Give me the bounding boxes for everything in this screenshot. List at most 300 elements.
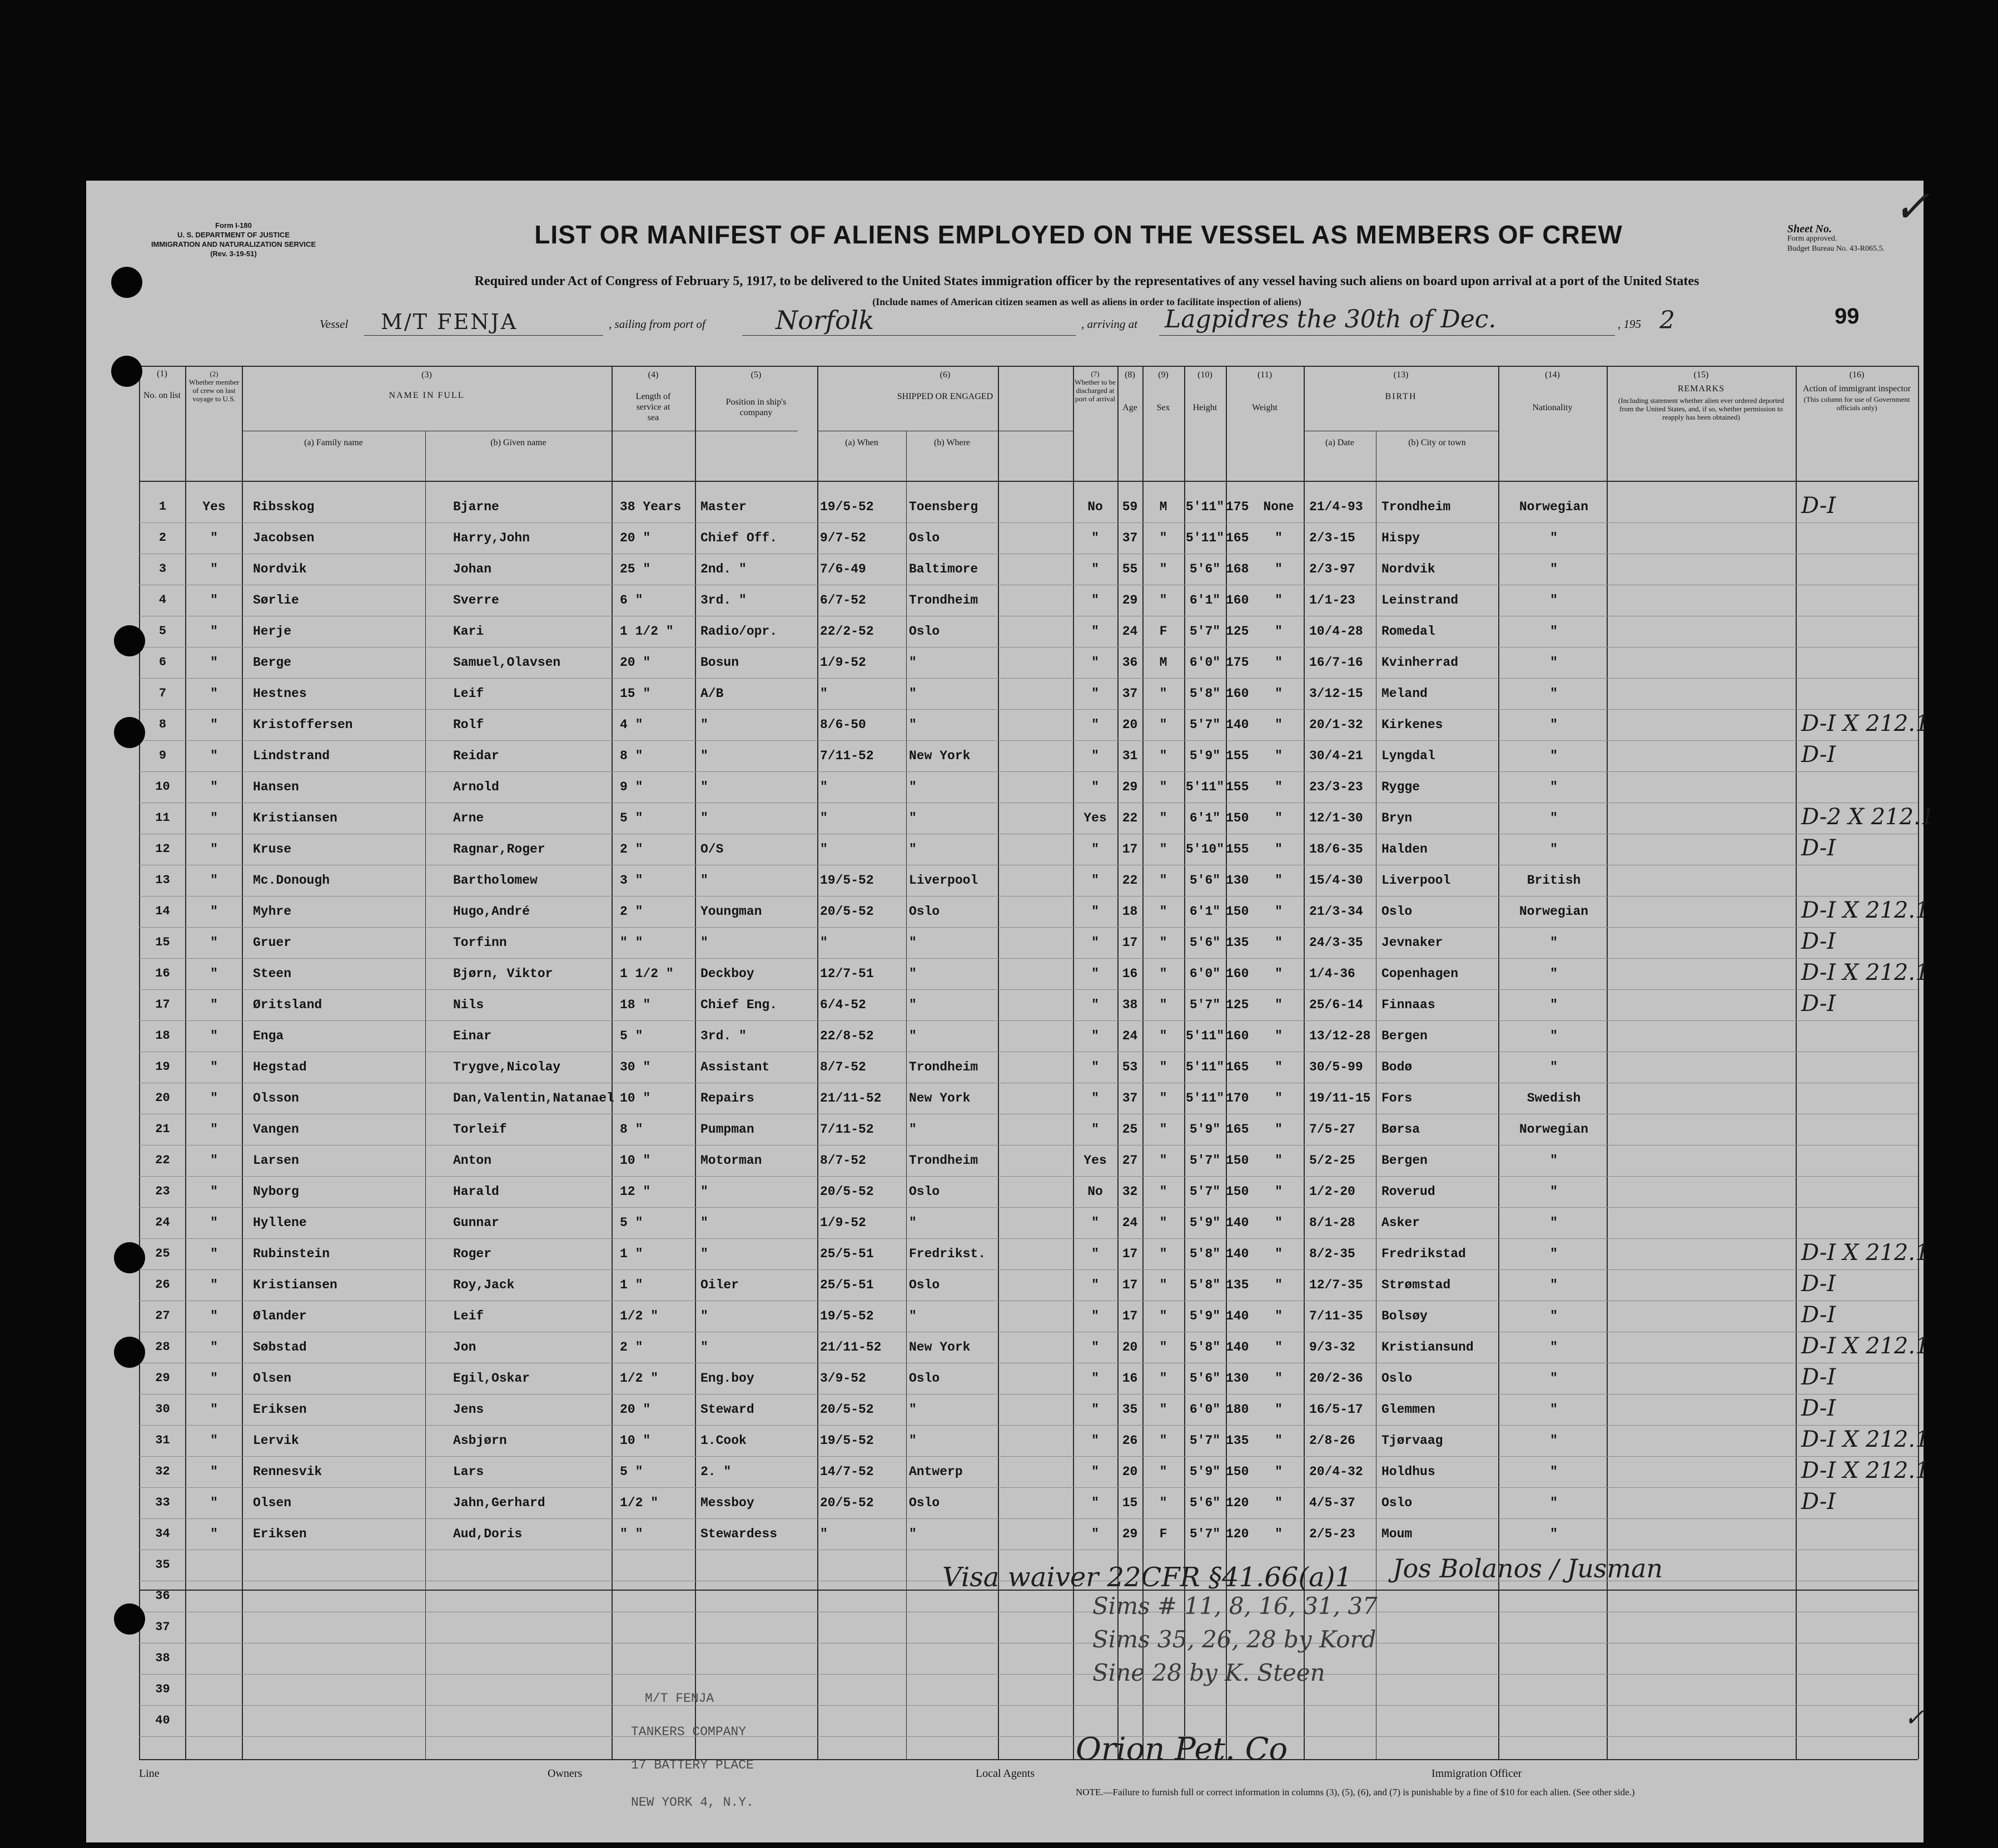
cell-given: Torleif (453, 1122, 507, 1137)
cell-height: 6'0" (1189, 1402, 1221, 1417)
cell-position: " (700, 811, 708, 825)
cell-when: 3/9-52 (820, 1371, 866, 1386)
cell-when: 20/5-52 (820, 904, 874, 919)
cell-height: 5'6" (1189, 562, 1221, 576)
cell-last: " (210, 624, 218, 639)
cell-sex: " (1159, 562, 1167, 576)
table-row (86, 1394, 1924, 1426)
cell-family: Olsson (253, 1091, 299, 1105)
cell-given: Ragnar,Roger (453, 842, 545, 856)
table-row (86, 616, 1924, 647)
cell-given: Hugo,André (453, 904, 530, 919)
cell-marks: " (1275, 1527, 1283, 1541)
header-col-1: (1) No. on list (143, 369, 181, 400)
cell-when: " (820, 935, 828, 950)
cell-height: 6'1" (1189, 811, 1221, 825)
cell-height: 5'6" (1189, 935, 1221, 950)
punch-hole (111, 267, 142, 298)
cell-sex: " (1159, 1278, 1167, 1292)
cell-disch: " (1091, 1029, 1099, 1043)
cell-disch: " (1091, 655, 1099, 670)
table-row (86, 1426, 1930, 1457)
cell-service: 1 1/2 " (620, 624, 674, 639)
cell-when: 1/9-52 (820, 1216, 866, 1230)
cell-given: Gunnar (453, 1216, 499, 1230)
sheet-number: 99 (1835, 304, 1860, 328)
cell-nat: Swedish (1527, 1091, 1581, 1105)
cell-marks: " (1275, 593, 1283, 607)
cell-marks: " (1275, 718, 1283, 732)
cell-service: " " (620, 935, 643, 950)
cell-position: Messboy (700, 1496, 754, 1510)
header-col-13: (13) BIRTH (1385, 370, 1417, 401)
cell-nat: " (1550, 686, 1558, 701)
cell-marks: None (1263, 500, 1294, 514)
cell-weight: 150 (1226, 904, 1249, 919)
cell-where: Toensberg (909, 500, 978, 514)
cell-age: 20 (1122, 718, 1138, 732)
cell-disch: Yes (1084, 811, 1107, 825)
cell-weight: 170 (1226, 1091, 1249, 1105)
row-number: 1 (158, 500, 167, 514)
cell-action: D-I X 212.1 (1801, 1240, 1930, 1266)
cell-height: 5'9" (1189, 1122, 1221, 1137)
cell-city: Halden (1381, 842, 1428, 856)
cell-height: 5'7" (1189, 998, 1221, 1012)
cell-family: Hegstad (253, 1060, 307, 1074)
cell-sex: " (1159, 1060, 1167, 1074)
cell-sex: F (1159, 624, 1167, 639)
cell-family: Gruer (253, 935, 292, 950)
cell-position: Pumpman (700, 1122, 754, 1137)
cell-marks: " (1275, 562, 1283, 576)
cell-service: 2 " (620, 1340, 643, 1354)
cell-where: " (909, 1122, 917, 1137)
cell-given: Leif (453, 686, 484, 701)
owner-stamp-line: 17 BATTERY PLACE (631, 1758, 754, 1772)
cell-nat: British (1527, 873, 1581, 888)
cell-bdate: 20/4-32 (1309, 1465, 1363, 1479)
cell-nat: " (1550, 1371, 1558, 1386)
header-col-6a: (a) When (845, 438, 878, 447)
cell-height: 5'8" (1189, 1247, 1221, 1261)
punch-hole (114, 625, 145, 656)
cell-disch: " (1091, 749, 1099, 763)
cell-marks: " (1275, 531, 1283, 545)
cell-age: 55 (1122, 562, 1138, 576)
table-row-empty (86, 1675, 1924, 1706)
punch-hole (114, 1337, 145, 1368)
local-agent-signature: Orion Pet. Co (1076, 1731, 1288, 1767)
table-row (86, 834, 1924, 865)
cell-sex: " (1159, 967, 1167, 981)
cell-height: 5'7" (1189, 718, 1221, 732)
cell-marks: " (1275, 998, 1283, 1012)
cell-bdate: 1/2-20 (1309, 1184, 1355, 1199)
row-number: 9 (158, 749, 167, 763)
cell-sex: " (1159, 1122, 1167, 1137)
cell-action: D-I (1801, 493, 1836, 519)
cell-nat: " (1550, 1340, 1558, 1354)
cell-age: 22 (1122, 811, 1138, 825)
cell-family: Steen (253, 967, 292, 981)
cell-last: " (210, 1247, 218, 1261)
cell-city: Rygge (1381, 780, 1420, 794)
cell-bdate: 10/4-28 (1309, 624, 1363, 639)
cell-last: " (210, 811, 218, 825)
cell-when: 8/6-50 (820, 718, 866, 732)
cell-weight: 140 (1226, 1216, 1249, 1230)
cell-given: Kari (453, 624, 484, 639)
cell-age: 29 (1122, 780, 1138, 794)
cell-where: " (909, 655, 917, 670)
cell-age: 22 (1122, 873, 1138, 888)
footer-owners-label: Owners (548, 1767, 583, 1780)
header-col-3a: (a) Family name (304, 438, 363, 447)
cell-disch: " (1091, 1433, 1099, 1448)
cell-position: " (700, 935, 708, 950)
row-number: 19 (155, 1060, 170, 1074)
cell-when: 22/2-52 (820, 624, 874, 639)
row-number: 13 (155, 873, 170, 887)
cell-age: 16 (1122, 967, 1138, 981)
sailing-label: , sailing from port of (609, 317, 705, 331)
cell-family: Kruse (253, 842, 292, 856)
cell-age: 29 (1122, 593, 1138, 607)
table-row (86, 554, 1924, 585)
cell-disch: " (1091, 531, 1099, 545)
cell-age: 59 (1122, 500, 1138, 514)
cell-bdate: 2/3-97 (1309, 562, 1355, 576)
cell-position: Assistant (700, 1060, 770, 1074)
cell-city: Bodø (1381, 1060, 1413, 1074)
cell-disch: " (1091, 998, 1099, 1012)
cell-service: 5 " (620, 1029, 643, 1043)
cell-sex: " (1159, 531, 1167, 545)
cell-position: Bosun (700, 655, 739, 670)
cell-disch: " (1091, 718, 1099, 732)
cell-last: " (210, 935, 218, 950)
row-number: 34 (155, 1527, 170, 1541)
cell-marks: " (1275, 1402, 1283, 1417)
punch-hole (114, 1242, 145, 1273)
table-row (86, 1332, 1930, 1363)
cell-family: Lindstrand (253, 749, 330, 763)
cell-service: 5 " (620, 1465, 643, 1479)
cell-last: " (210, 1340, 218, 1354)
cell-when: 6/4-52 (820, 998, 866, 1012)
row-number: 4 (158, 593, 167, 607)
cell-marks: " (1275, 1433, 1283, 1448)
cell-marks: " (1275, 624, 1283, 639)
cell-marks: " (1275, 1091, 1283, 1105)
cell-where: New York (909, 1340, 971, 1354)
cell-given: Bjarne (453, 500, 499, 514)
cell-action: D-I X 212.1 (1801, 898, 1930, 923)
cell-age: 20 (1122, 1340, 1138, 1354)
form-line: (Rev. 3-19-51) (210, 250, 257, 258)
row-number: 32 (155, 1465, 170, 1478)
header-col-10: (10) Height (1192, 370, 1217, 412)
cell-where: Oslo (909, 1278, 940, 1292)
cell-sex: " (1159, 1184, 1167, 1199)
checkmark-icon: ✓ (1893, 181, 1931, 232)
cell-city: Bergen (1381, 1029, 1428, 1043)
cell-service: 8 " (620, 749, 643, 763)
cell-where: Fredrikst. (909, 1247, 986, 1261)
cell-last: " (210, 873, 218, 888)
cell-weight: 120 (1226, 1496, 1249, 1510)
cell-position: 2nd. " (700, 562, 747, 576)
cell-age: 24 (1122, 1216, 1138, 1230)
cell-action: D-I (1801, 1396, 1836, 1421)
table-row (86, 1239, 1930, 1270)
arriving-label: , arriving at (1081, 317, 1137, 331)
cell-service: 15 " (620, 686, 651, 701)
cell-action: D-I X 212.1 (1801, 1458, 1930, 1483)
cell-weight: 165 (1226, 1122, 1249, 1137)
owner-stamp-line: M/T FENJA (645, 1691, 714, 1706)
cell-city: Bryn (1381, 811, 1413, 825)
cell-sex: " (1159, 998, 1167, 1012)
cell-service: 12 " (620, 1184, 651, 1199)
cell-weight: 130 (1226, 873, 1249, 888)
form-line: IMMIGRATION AND NATURALIZATION SERVICE (151, 240, 316, 248)
cell-last: Yes (202, 500, 226, 514)
cell-last: " (210, 1527, 218, 1541)
cell-city: Kirkenes (1381, 718, 1443, 732)
cell-weight: 135 (1226, 935, 1249, 950)
cell-marks: " (1275, 967, 1283, 981)
header-col-6: (6) SHIPPED OR ENGAGED (897, 370, 993, 401)
cell-position: Deckboy (700, 967, 754, 981)
cell-nat: " (1550, 624, 1558, 639)
cell-marks: " (1275, 842, 1283, 856)
cell-weight: 175 (1226, 500, 1249, 514)
cell-weight: 160 (1226, 1029, 1249, 1043)
footer-line-label: Line (139, 1767, 160, 1780)
cell-disch: " (1091, 1340, 1099, 1354)
cell-when: 21/11-52 (820, 1091, 882, 1105)
cell-nat: " (1550, 1309, 1558, 1323)
cell-sex: " (1159, 1465, 1167, 1479)
table-row (86, 959, 1930, 990)
cell-family: Lervik (253, 1433, 299, 1448)
footer-officer-label: Immigration Officer (1432, 1767, 1522, 1780)
cell-marks: " (1275, 1371, 1283, 1386)
cell-weight: 125 (1226, 998, 1249, 1012)
cell-height: 6'0" (1189, 655, 1221, 670)
cell-given: Trygve,Nicolay (453, 1060, 561, 1074)
cell-position: " (700, 1247, 708, 1261)
table-row (86, 772, 1924, 803)
cell-disch: Yes (1084, 1153, 1107, 1168)
cell-service: 9 " (620, 780, 643, 794)
cell-age: 17 (1122, 1278, 1138, 1292)
cell-sex: F (1159, 1527, 1167, 1541)
row-number: 30 (155, 1402, 170, 1416)
cell-marks: " (1275, 1247, 1283, 1261)
cell-service: 10 " (620, 1153, 651, 1168)
sheet-label: Sheet No. (1787, 223, 1832, 235)
cell-last: " (210, 593, 218, 607)
cell-family: Sørlie (253, 593, 299, 607)
signature-note-2: Sims 35, 26, 28 by Kord (1092, 1626, 1376, 1653)
cell-when: 1/9-52 (820, 655, 866, 670)
table-row (86, 1457, 1930, 1488)
table-row-empty (86, 1643, 1924, 1675)
row-number: 21 (155, 1122, 170, 1136)
cell-where: " (909, 998, 917, 1012)
cell-service: 1 1/2 " (620, 967, 674, 981)
cell-when: " (820, 686, 828, 701)
cell-position: " (700, 873, 708, 888)
cell-service: 1/2 " (620, 1309, 659, 1323)
cell-where: " (909, 780, 917, 794)
cell-nat: Norwegian (1519, 1122, 1589, 1137)
cell-marks: " (1275, 1465, 1283, 1479)
punch-hole (114, 717, 145, 748)
cell-city: Hispy (1381, 531, 1420, 545)
table-row (86, 1270, 1924, 1301)
cell-disch: " (1091, 1122, 1099, 1137)
cell-sex: " (1159, 593, 1167, 607)
cell-bdate: 19/11-15 (1309, 1091, 1371, 1105)
table-row (86, 710, 1930, 741)
cell-action: D-I (1801, 991, 1836, 1017)
cell-service: 1 " (620, 1278, 643, 1292)
cell-age: 17 (1122, 935, 1138, 950)
cell-service: 2 " (620, 904, 643, 919)
cell-age: 17 (1122, 1247, 1138, 1261)
cell-last: " (210, 1433, 218, 1448)
cell-age: 20 (1122, 1465, 1138, 1479)
cell-disch: " (1091, 873, 1099, 888)
cell-when: 6/7-52 (820, 593, 866, 607)
cell-city: Romedal (1381, 624, 1435, 639)
cell-position: Oiler (700, 1278, 739, 1292)
cell-nat: " (1550, 655, 1558, 670)
row-number: 26 (155, 1278, 170, 1292)
cell-bdate: 9/3-32 (1309, 1340, 1355, 1354)
cell-position: " (700, 749, 708, 763)
cell-height: 5'11" (1185, 500, 1224, 514)
approval-line: Form approved. (1787, 235, 1837, 243)
cell-nat: " (1550, 1153, 1558, 1168)
cell-bdate: 1/1-23 (1309, 593, 1355, 607)
cell-weight: 168 (1226, 562, 1249, 576)
signature-note-3: Sine 28 by K. Steen (1092, 1659, 1325, 1686)
cell-age: 17 (1122, 842, 1138, 856)
cell-when: 20/5-52 (820, 1184, 874, 1199)
cell-age: 32 (1122, 1184, 1138, 1199)
cell-height: 5'9" (1189, 749, 1221, 763)
cell-last: " (210, 562, 218, 576)
table-row (86, 1114, 1924, 1145)
cell-service: 3 " (620, 873, 643, 888)
row-number: 18 (155, 1029, 170, 1043)
cell-disch: No (1087, 1184, 1103, 1199)
row-number: 15 (155, 935, 170, 949)
table-row (86, 585, 1924, 616)
cell-when: 7/11-52 (820, 1122, 874, 1137)
cell-disch: " (1091, 1309, 1099, 1323)
cell-city: Glemmen (1381, 1402, 1435, 1417)
cell-bdate: 4/5-37 (1309, 1496, 1355, 1510)
cell-family: Nordvik (253, 562, 307, 576)
row-number: 2 (158, 531, 167, 545)
header-col-14: (14) Nationality (1532, 370, 1573, 412)
cell-city: Lyngdal (1381, 749, 1435, 763)
cell-height: 5'6" (1189, 1371, 1221, 1386)
cell-where: " (909, 686, 917, 701)
cell-weight: 140 (1226, 1340, 1249, 1354)
cell-city: Copenhagen (1381, 967, 1459, 981)
cell-family: Jacobsen (253, 531, 315, 545)
cell-weight: 155 (1226, 749, 1249, 763)
cell-nat: " (1550, 1402, 1558, 1417)
cell-given: Lars (453, 1465, 484, 1479)
cell-height: 5'8" (1189, 1340, 1221, 1354)
cell-given: Anton (453, 1153, 492, 1168)
row-number: 33 (155, 1496, 170, 1510)
cell-marks: " (1275, 655, 1283, 670)
cell-action: D-I (1801, 742, 1836, 768)
cell-where: " (909, 718, 917, 732)
cell-position: " (700, 718, 708, 732)
cell-family: Hansen (253, 780, 299, 794)
cell-bdate: 2/3-15 (1309, 531, 1355, 545)
cell-last: " (210, 1091, 218, 1105)
cell-weight: 160 (1226, 686, 1249, 701)
row-number: 27 (155, 1309, 170, 1323)
cell-family: Eriksen (253, 1527, 307, 1541)
cell-position: " (700, 780, 708, 794)
cell-when: 21/11-52 (820, 1340, 882, 1354)
cell-bdate: 20/2-36 (1309, 1371, 1363, 1386)
cell-last: " (210, 1216, 218, 1230)
cell-where: " (909, 842, 917, 856)
cell-where: Oslo (909, 624, 940, 639)
row-number: 5 (158, 624, 167, 638)
cell-sex: M (1159, 655, 1167, 670)
header-col-13a: (a) Date (1325, 438, 1354, 447)
cell-bdate: 16/5-17 (1309, 1402, 1363, 1417)
cell-disch: " (1091, 780, 1099, 794)
cell-when: 22/8-52 (820, 1029, 874, 1043)
cell-disch: " (1091, 1465, 1099, 1479)
cell-height: 5'8" (1189, 1278, 1221, 1292)
cell-sex: " (1159, 1402, 1167, 1417)
owner-stamp-line: NEW YORK 4, N.Y. (631, 1795, 754, 1810)
header-col-9: (9) Sex (1156, 370, 1170, 412)
cell-when: " (820, 1527, 828, 1541)
cell-sex: " (1159, 1029, 1167, 1043)
header-col-8: (8) Age (1122, 370, 1137, 412)
row-number: 37 (155, 1620, 170, 1634)
cell-position: Motorman (700, 1153, 762, 1168)
cell-nat: " (1550, 1465, 1558, 1479)
cell-age: 15 (1122, 1496, 1138, 1510)
header-col-3: (3) NAME IN FULL (389, 370, 465, 400)
cell-city: Bolsøy (1381, 1309, 1428, 1323)
cell-bdate: 2/8-26 (1309, 1433, 1355, 1448)
cell-bdate: 20/1-32 (1309, 718, 1363, 732)
cell-height: 5'11" (1185, 780, 1224, 794)
form-line: U. S. DEPARTMENT OF JUSTICE (177, 231, 290, 239)
cell-bdate: 5/2-25 (1309, 1153, 1355, 1168)
cell-nat: " (1550, 780, 1558, 794)
